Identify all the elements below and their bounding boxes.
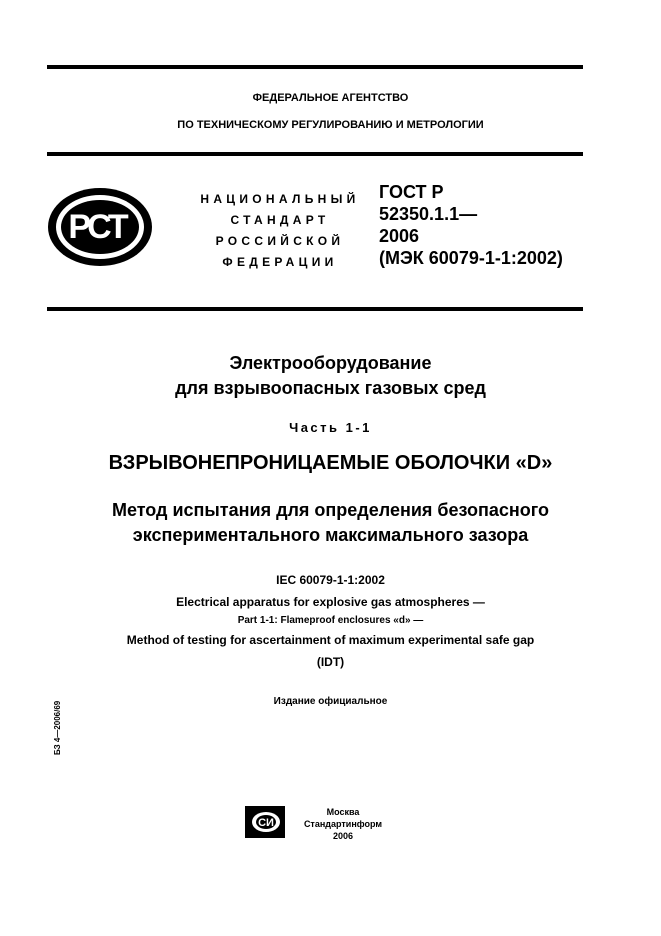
designation-rule xyxy=(47,307,583,311)
title-line-2: для взрывоопасных газовых сред xyxy=(175,378,486,398)
agency-line-1: ФЕДЕРАЛЬНОЕ АГЕНТСТВО xyxy=(252,92,409,104)
agency-line-2: ПО ТЕХНИЧЕСКОМУ РЕГУЛИРОВАНИЮ И МЕТРОЛОГИИ xyxy=(177,119,484,131)
standard-designation xyxy=(379,181,599,269)
publisher-name: Стандартинформ xyxy=(303,819,383,829)
english-title-line-1: Electrical apparatus for explosive gas atmospheres — xyxy=(176,595,485,609)
title-line-1: Электрооборудование xyxy=(229,353,432,373)
english-title-line-2: Part 1-1: Flameproof enclosures «d» — xyxy=(237,615,424,626)
publisher-year: 2006 xyxy=(332,831,354,841)
nat-line-2: СТАНДАРТ xyxy=(230,213,330,227)
subtitle-line-2: экспериментального максимального зазора xyxy=(132,525,529,545)
header-rule xyxy=(47,152,583,156)
part-label: Часть 1-1 xyxy=(289,420,372,435)
top-rule xyxy=(47,65,583,69)
designation-line-2: 52350.1.1— xyxy=(379,204,478,224)
iec-code: IEC 60079-1-1:2002 xyxy=(276,573,385,587)
identity-mark: (IDT) xyxy=(316,655,345,669)
side-registration-note: БЗ 4—2006/69 xyxy=(53,700,62,755)
edition-label: Издание официальное xyxy=(273,696,388,707)
document-title xyxy=(0,351,661,401)
nat-line-1: НАЦИОНАЛЬНЫЙ xyxy=(200,192,360,206)
english-title-line-3: Method of testing for ascertainment of maximum experimental safe gap xyxy=(126,633,535,647)
nat-line-4: ФЕДЕРАЦИИ xyxy=(222,255,338,269)
subtitle-line-1: Метод испытания для определения безопасного xyxy=(111,500,550,520)
gost-r-emblem-icon xyxy=(47,187,153,267)
svg-text:СИ: СИ xyxy=(258,817,274,829)
publisher-info xyxy=(293,806,393,842)
document-subtitle xyxy=(0,498,661,548)
svg-text:РСТ: РСТ xyxy=(68,208,126,246)
designation-line-3: 2006 xyxy=(379,226,420,246)
nat-line-3: РОССИЙСКОЙ xyxy=(215,234,345,248)
main-title: ВЗРЫВОНЕПРОНИЦАЕМЫЕ ОБОЛОЧКИ «D» xyxy=(108,452,553,474)
publisher-city: Москва xyxy=(326,807,360,817)
designation-line-1: ГОСТ Р xyxy=(379,182,444,202)
designation-line-4: (МЭК 60079-1-1:2002) xyxy=(379,248,563,268)
national-standard-label xyxy=(180,189,380,273)
standartinform-logo-icon xyxy=(245,806,285,838)
